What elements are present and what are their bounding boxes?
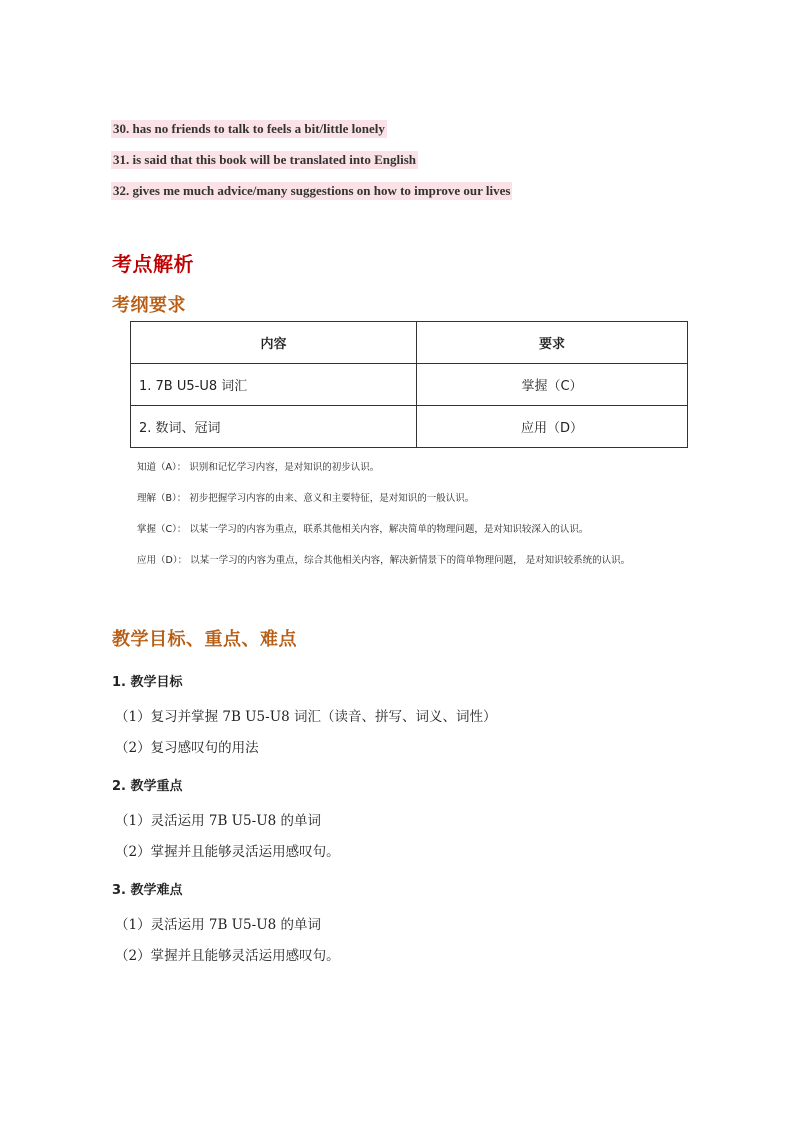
objective-item: （1）复习并掌握 7B U5-U8 词汇（读音、拼写、词义、词性）	[115, 709, 497, 725]
level-note-a: 知道（A）： 识别和记忆学习内容，是对知识的初步认识。	[137, 462, 380, 473]
section-title: 考点解析	[112, 252, 194, 276]
level-note-d: 应用（D）： 以某一学习的内容为重点，综合其他相关内容，解决新情景下的简单物理问题， 是对知识较系统的认识。	[137, 555, 631, 566]
table-cell-requirement: 应用（D）	[417, 406, 688, 448]
answer-line-30: 30. has no friends to talk to feels a bit/little lonely	[113, 121, 385, 136]
answer-line-31: 31. is said that this book will be translated into English	[113, 152, 417, 167]
objective-item: （2）掌握并且能够灵活运用感叹句。	[115, 844, 340, 860]
level-note-b: 理解（B）： 初步把握学习内容的由来、意义和主要特征，是对知识的一般认识。	[137, 493, 475, 504]
table-cell-requirement: 掌握（C）	[417, 364, 688, 406]
objectives-title: 教学目标、重点、难点	[112, 629, 297, 650]
table-row	[131, 406, 688, 448]
objective-item: （1）灵活运用 7B U5-U8 的单词	[115, 813, 321, 829]
table-header-content: 内容	[131, 322, 417, 364]
level-note-c: 掌握（C）： 以某一学习的内容为重点，联系其他相关内容，解决简单的物理问题，是对知识较深入的认识。	[137, 524, 589, 535]
objective-item: （1）灵活运用 7B U5-U8 的单词	[115, 917, 321, 933]
objective-heading-3: 3. 教学难点	[112, 883, 183, 898]
objective-item: （2）掌握并且能够灵活运用感叹句。	[115, 948, 340, 964]
table-header-requirement: 要求	[417, 322, 688, 364]
table-header-row	[131, 322, 688, 364]
syllabus-title: 考纲要求	[112, 295, 186, 316]
table-cell-content: 1. 7B U5-U8 词汇	[131, 364, 417, 406]
objective-item: （2）复习感叹句的用法	[115, 740, 259, 756]
requirements-table	[130, 321, 688, 448]
table-cell-content: 2. 数词、冠词	[131, 406, 417, 448]
objective-heading-2: 2. 教学重点	[112, 779, 183, 794]
table-row	[131, 364, 688, 406]
answer-line-32: 32. gives me much advice/many suggestions on how to improve our lives	[113, 183, 511, 198]
objective-heading-1: 1. 教学目标	[112, 675, 183, 690]
